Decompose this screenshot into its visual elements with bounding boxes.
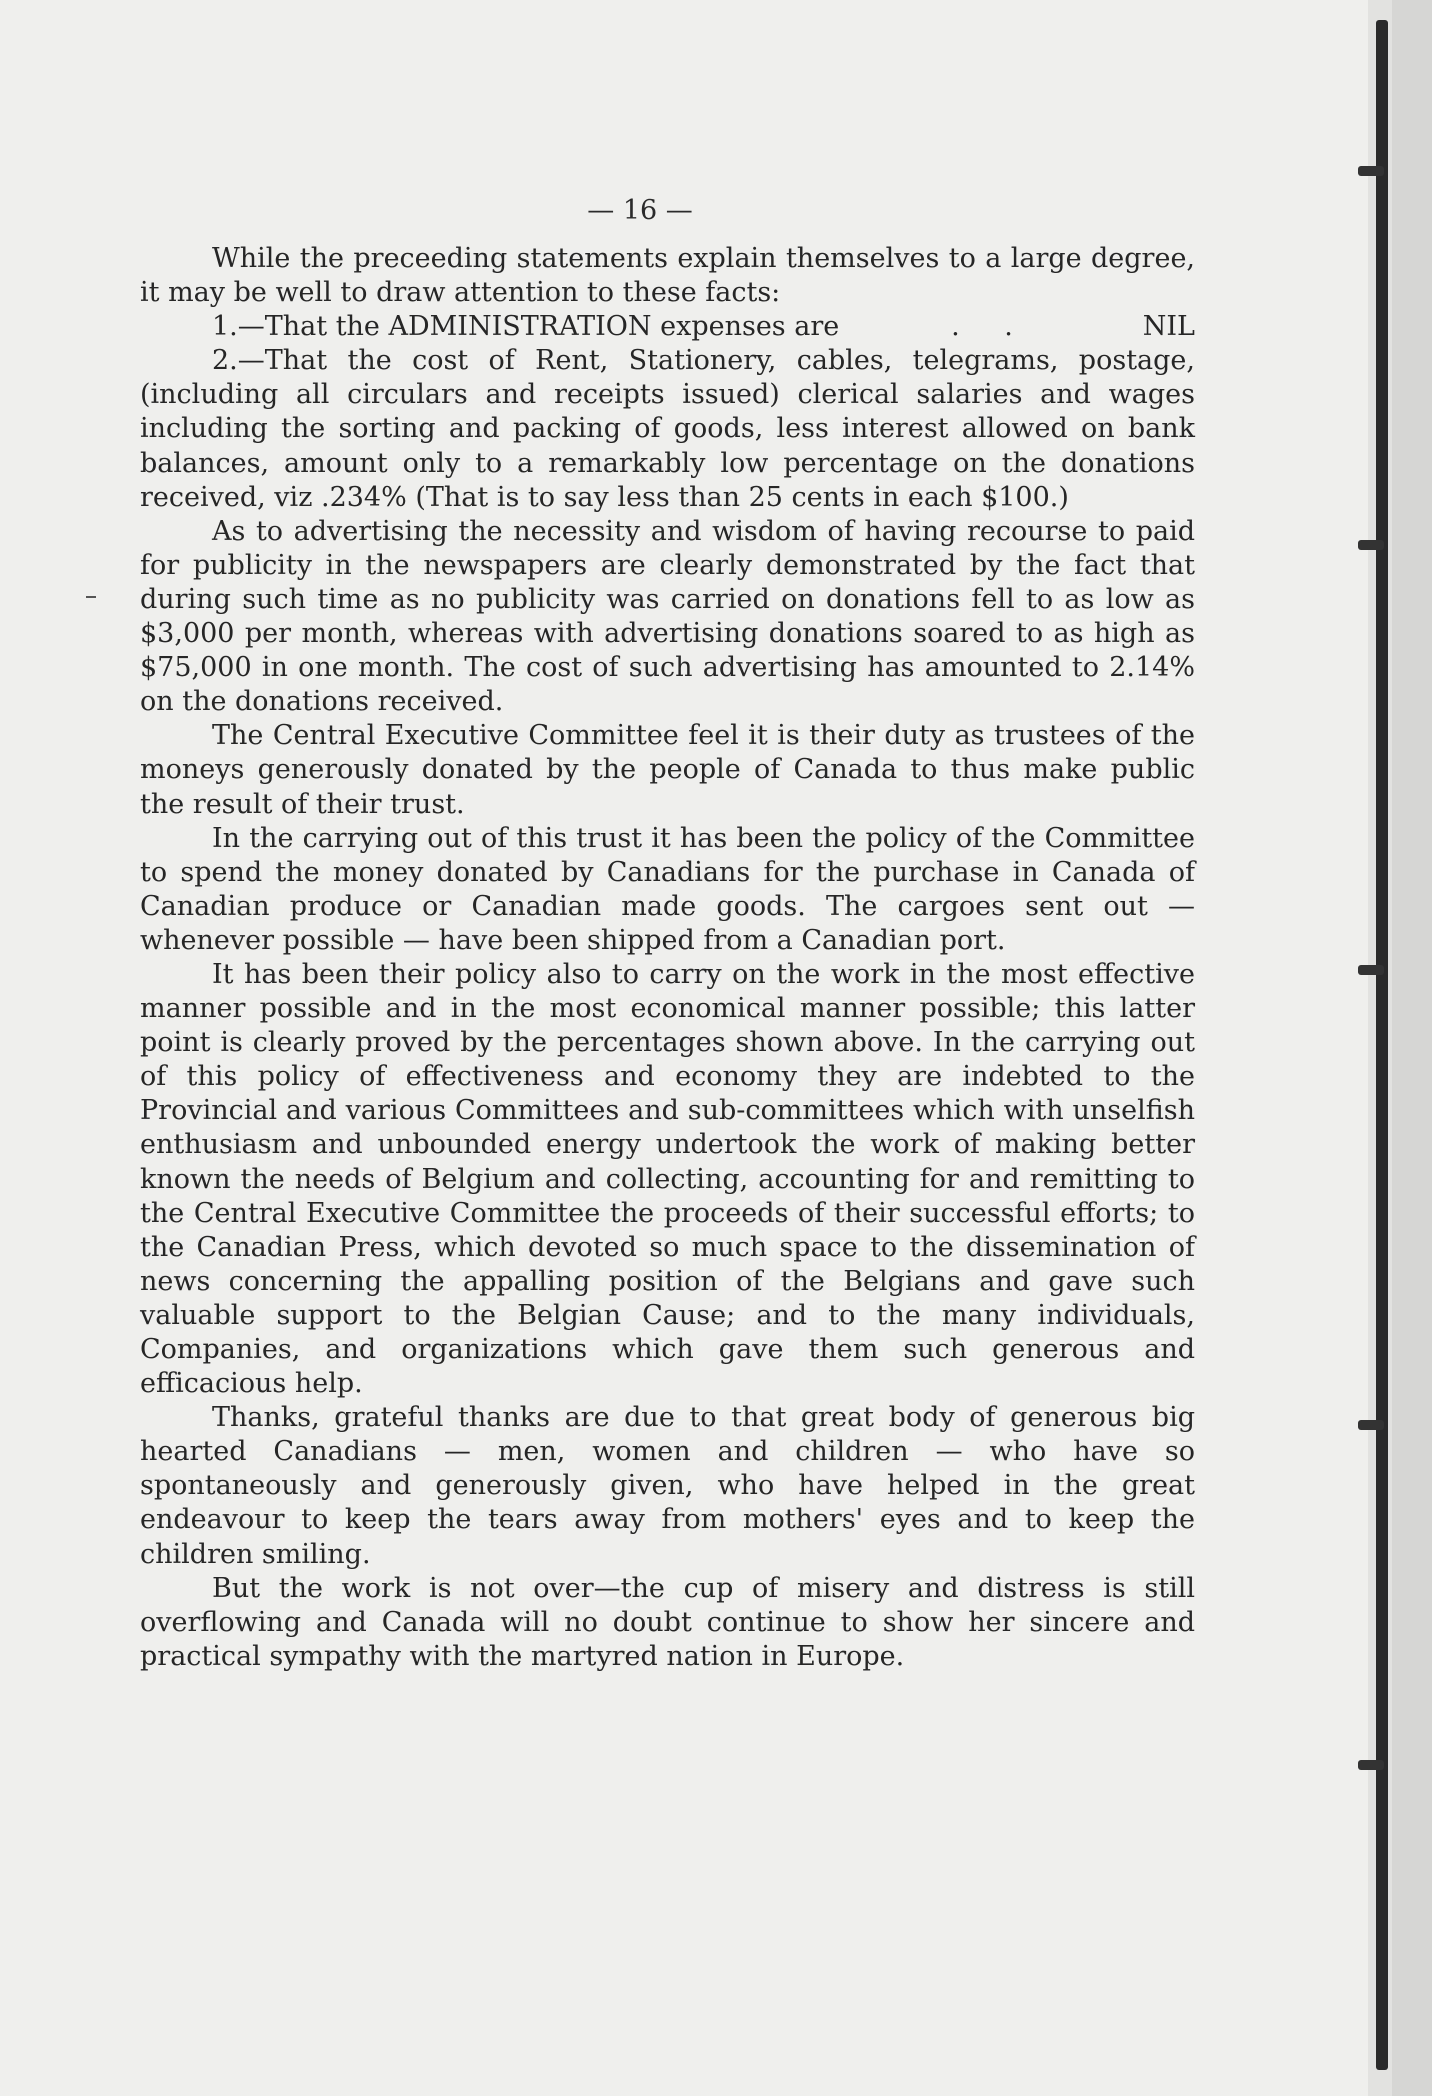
binding-stitch: [1358, 1760, 1384, 1770]
body-text: [140, 242, 1195, 1674]
binding-stitch: [1358, 166, 1384, 176]
paragraph-policy: In the carrying out of this trust it has been the policy of the Committee to spend the money donated by Canadians for the purchase in Canada of Canadian produce or Canadian made goods. The cargoes sent out — whenever possible — have been shipped from a Canadian port.: [140, 822, 1195, 956]
administration-label: 1.—That the ADMINISTRATION expenses are: [212, 311, 840, 343]
paragraph-intro: While the preceeding statements explain themselves to a large degree, it may be well to draw attention to these facts:: [140, 243, 1195, 309]
list-item-costs: 2.—That the cost of Rent, Stationery, cables, telegrams, postage, (including all circulars and receipts issued) clerical salaries and wages including the sorting and packing of goods, less interest allowed on bank balances, amount only to a remarkably low percentage on the donations received, viz .234% (That is to say less than 25 cents in each $100.): [140, 345, 1195, 513]
binding-stitch: [1358, 1420, 1384, 1430]
margin-mark: [86, 596, 96, 598]
binding-stitch: [1358, 965, 1384, 975]
paragraph-thanks: Thanks, grateful thanks are due to that great body of generous big hearted Canadians — men, women and children — who have so spontaneously and generously given, who have helped in the great endeavour to keep the tears away from mothers' eyes and to keep the children smiling.: [140, 1402, 1195, 1570]
leader-dots: . .: [951, 311, 1031, 343]
binding-stitch: [1358, 540, 1384, 550]
page-number: — 16 —: [587, 195, 693, 226]
paragraph-committee: The Central Executive Committee feel it is their duty as trustees of the moneys generously donated by the people of Canada to thus make public the result of their trust.: [140, 720, 1195, 820]
paragraph-final: But the work is not over—the cup of misery and distress is still overflowing and Canada will no doubt continue to show her sincere and practical sympathy with the martyred nation in Europe.: [140, 1572, 1195, 1672]
binding-edge: [1392, 0, 1432, 2096]
list-item-administration: [140, 310, 1195, 344]
paragraph-effective: It has been their policy also to carry on the work in the most effective manner possible and in the most economical manner possible; this latter point is clearly proved by the percentages shown above. In the carrying out of this policy of effectiveness and economy they are indebted to the Provincial and various Committees and sub-committees which with unselfish enthusiasm and unbounded energy undertook the work of making better known the needs of Belgium and collecting, accounting for and remitting to the Central Executive Committee the proceeds of their successful efforts; to the Canadian Press, which devoted so much space to the dissemination of news concerning the appalling position of the Belgians and gave such valuable support to the Belgian Cause; and to the many individuals, Companies, and organizations which gave them such generous and efficacious help.: [140, 958, 1195, 1400]
administration-value: NIL: [1142, 311, 1195, 343]
paragraph-advertising: As to advertising the necessity and wisdom of having recourse to paid for publicity in the newspapers are clearly demonstrated by the fact that during such time as no publicity was carried on donations fell to as low as $3,000 per month, whereas with advertising donations soared to as high as $75,000 in one month. The cost of such advertising has amounted to 2.14% on the donations received.: [140, 515, 1195, 718]
